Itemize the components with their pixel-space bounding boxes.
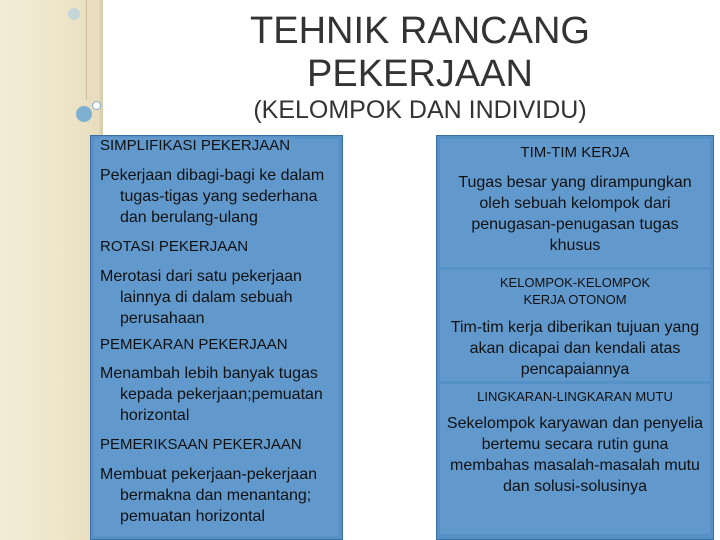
left-text-simplifikasi: Pekerjaan dibagi-bagi ke dalam tugas-tigas yang sederhana dan berulang-ulang [100,167,325,226]
sidebar-line [86,0,87,100]
right-text-otonom: Tim-tim kerja diberikan tujuan yang akan dicapai dan kendali atas pencapaiannya [450,319,700,378]
page-title-line1: TEHNIK RANCANG [250,10,590,52]
right-heading-otonom: KELOMPOK-KELOMPOK KERJA OTONOM [499,275,651,307]
right-heading-lingkaran-mutu: LINGKARAN-LINGKARAN MUTU [477,389,673,404]
right-text-lingkaran-mutu: Sekelompok karyawan dan penyelia bertemu secara rutin guna membahas masalah-masalah mutu dan solusi-solusinya [446,415,704,495]
left-text-pemeriksaan: Membuat pekerjaan-pekerjaan bermakna dan menantang; pemuatan horizontal [100,466,318,525]
page-subtitle: (KELOMPOK DAN INDIVIDU) [253,96,587,124]
left-heading-pemekaran: PEMEKARAN PEKERJAAN [100,336,292,353]
page-title-line2: PEKERJAAN [307,53,533,95]
left-heading-rotasi: ROTASI PEKERJAAN [100,238,252,255]
decorative-sidebar [0,0,100,540]
left-heading-simplifikasi: SIMPLIFIKASI PEKERJAAN [100,137,294,154]
right-heading-tim-kerja: TIM-TIM KERJA [520,144,630,161]
decorative-dot-icon [68,8,80,20]
left-text-rotasi: Merotasi dari satu pekerjaan lainnya di dalam sebuah perusahaan [100,268,302,327]
right-text-tim-kerja: Tugas besar yang dirampungkan oleh sebuah kelompok dari penugasan-penugasan tugas khusus [458,174,692,254]
decorative-ring-icon [92,101,101,110]
left-text-pemekaran: Menambah lebih banyak tugas kepada pekerjaan;pemuatan horizontal [100,365,323,424]
decorative-dot-icon [76,106,92,122]
left-heading-pemeriksaan: PEMERIKSAAN PEKERJAAN [100,436,306,453]
